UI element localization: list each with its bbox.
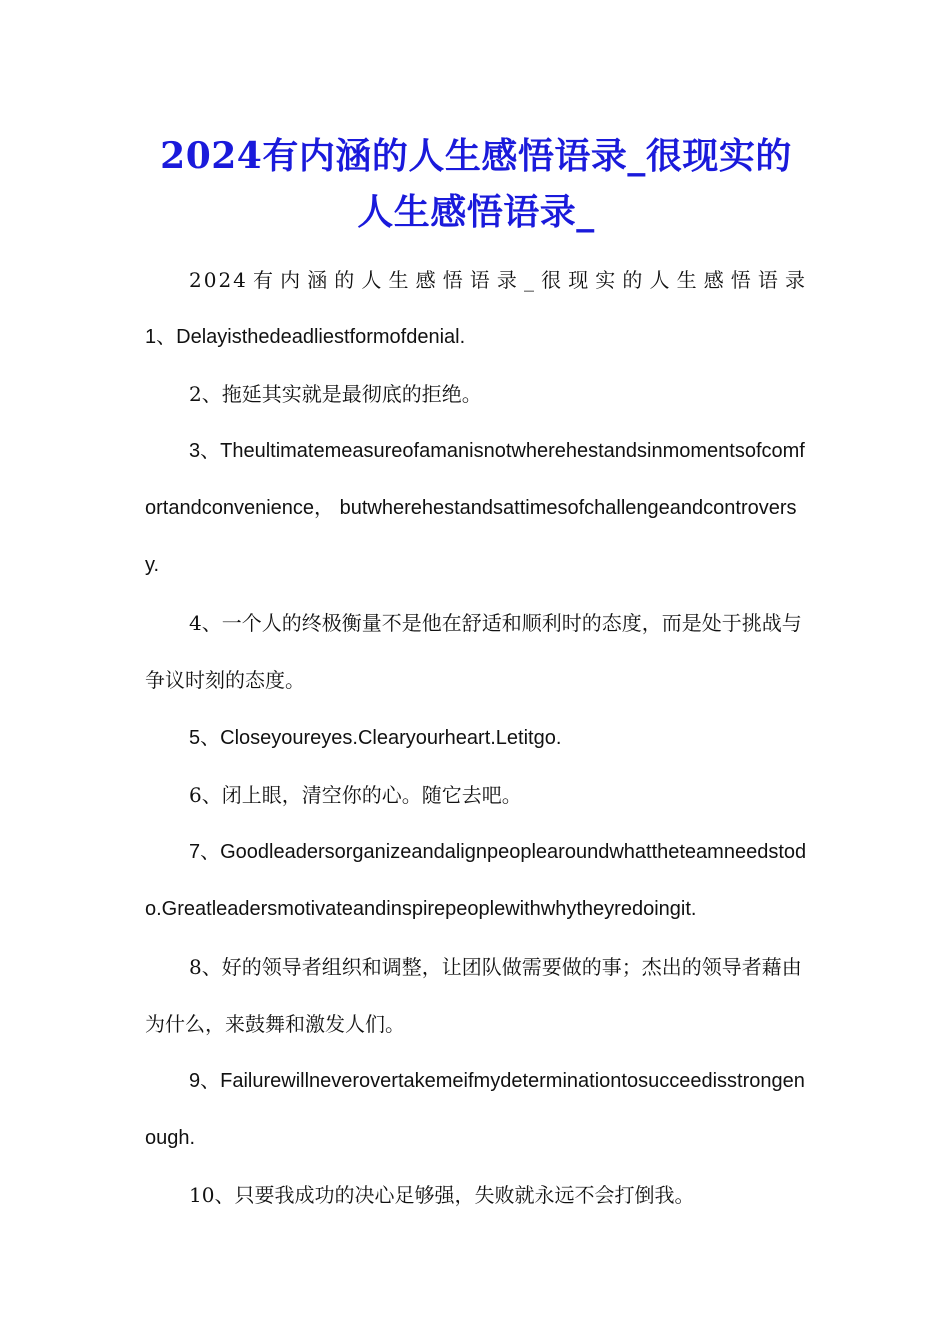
quote-item-8: 8、好的领导者组织和调整，让团队做需要做的事；杰出的领导者藉由为什么，来鼓舞和激发人们。 [145, 955, 802, 1036]
quote-item-9: 9、Failurewillneverovertakemeifmydeterminationtosucceedisstrongenough. [145, 1070, 805, 1149]
quote-item-10: 10、只要我成功的决心足够强，失败就永远不会打倒我。 [189, 1183, 695, 1207]
quote-item-7: 7、Goodleadersorganizeandalignpeoplearoundwhattheteamneedstodo.Greatleadersmotivateandinspirepeoplewithwhytheyredoingit. [145, 841, 807, 920]
quote-item-6: 6、闭上眼，清空你的心。随它去吧。 [189, 783, 522, 807]
quote-item-5: 5、Closeyoureyes.Clearyourheart.Letitgo. [189, 727, 562, 749]
quote-item-4: 4、一个人的终极衡量不是他在舒适和顺利时的态度，而是处于挑战与争议时刻的态度。 [145, 611, 802, 692]
quote-item-3: 3、Theultimatemeasureofamanisnotwherehestandsinmomentsofcomfortandconvenience， butwherehestandsattimesofchallengeandcontroversy. [145, 440, 805, 576]
quote-item-2: 2、拖延其实就是最彻底的拒绝。 [189, 382, 482, 406]
document-title: 2024有内涵的人生感悟语录_很现实的人生感悟语录_ [160, 135, 792, 233]
intro-line: 2024有内涵的人生感悟语录_很现实的人生感悟语录 [189, 268, 807, 292]
quote-item-1: 1、Delayisthedeadliestformofdenial. [145, 326, 466, 348]
